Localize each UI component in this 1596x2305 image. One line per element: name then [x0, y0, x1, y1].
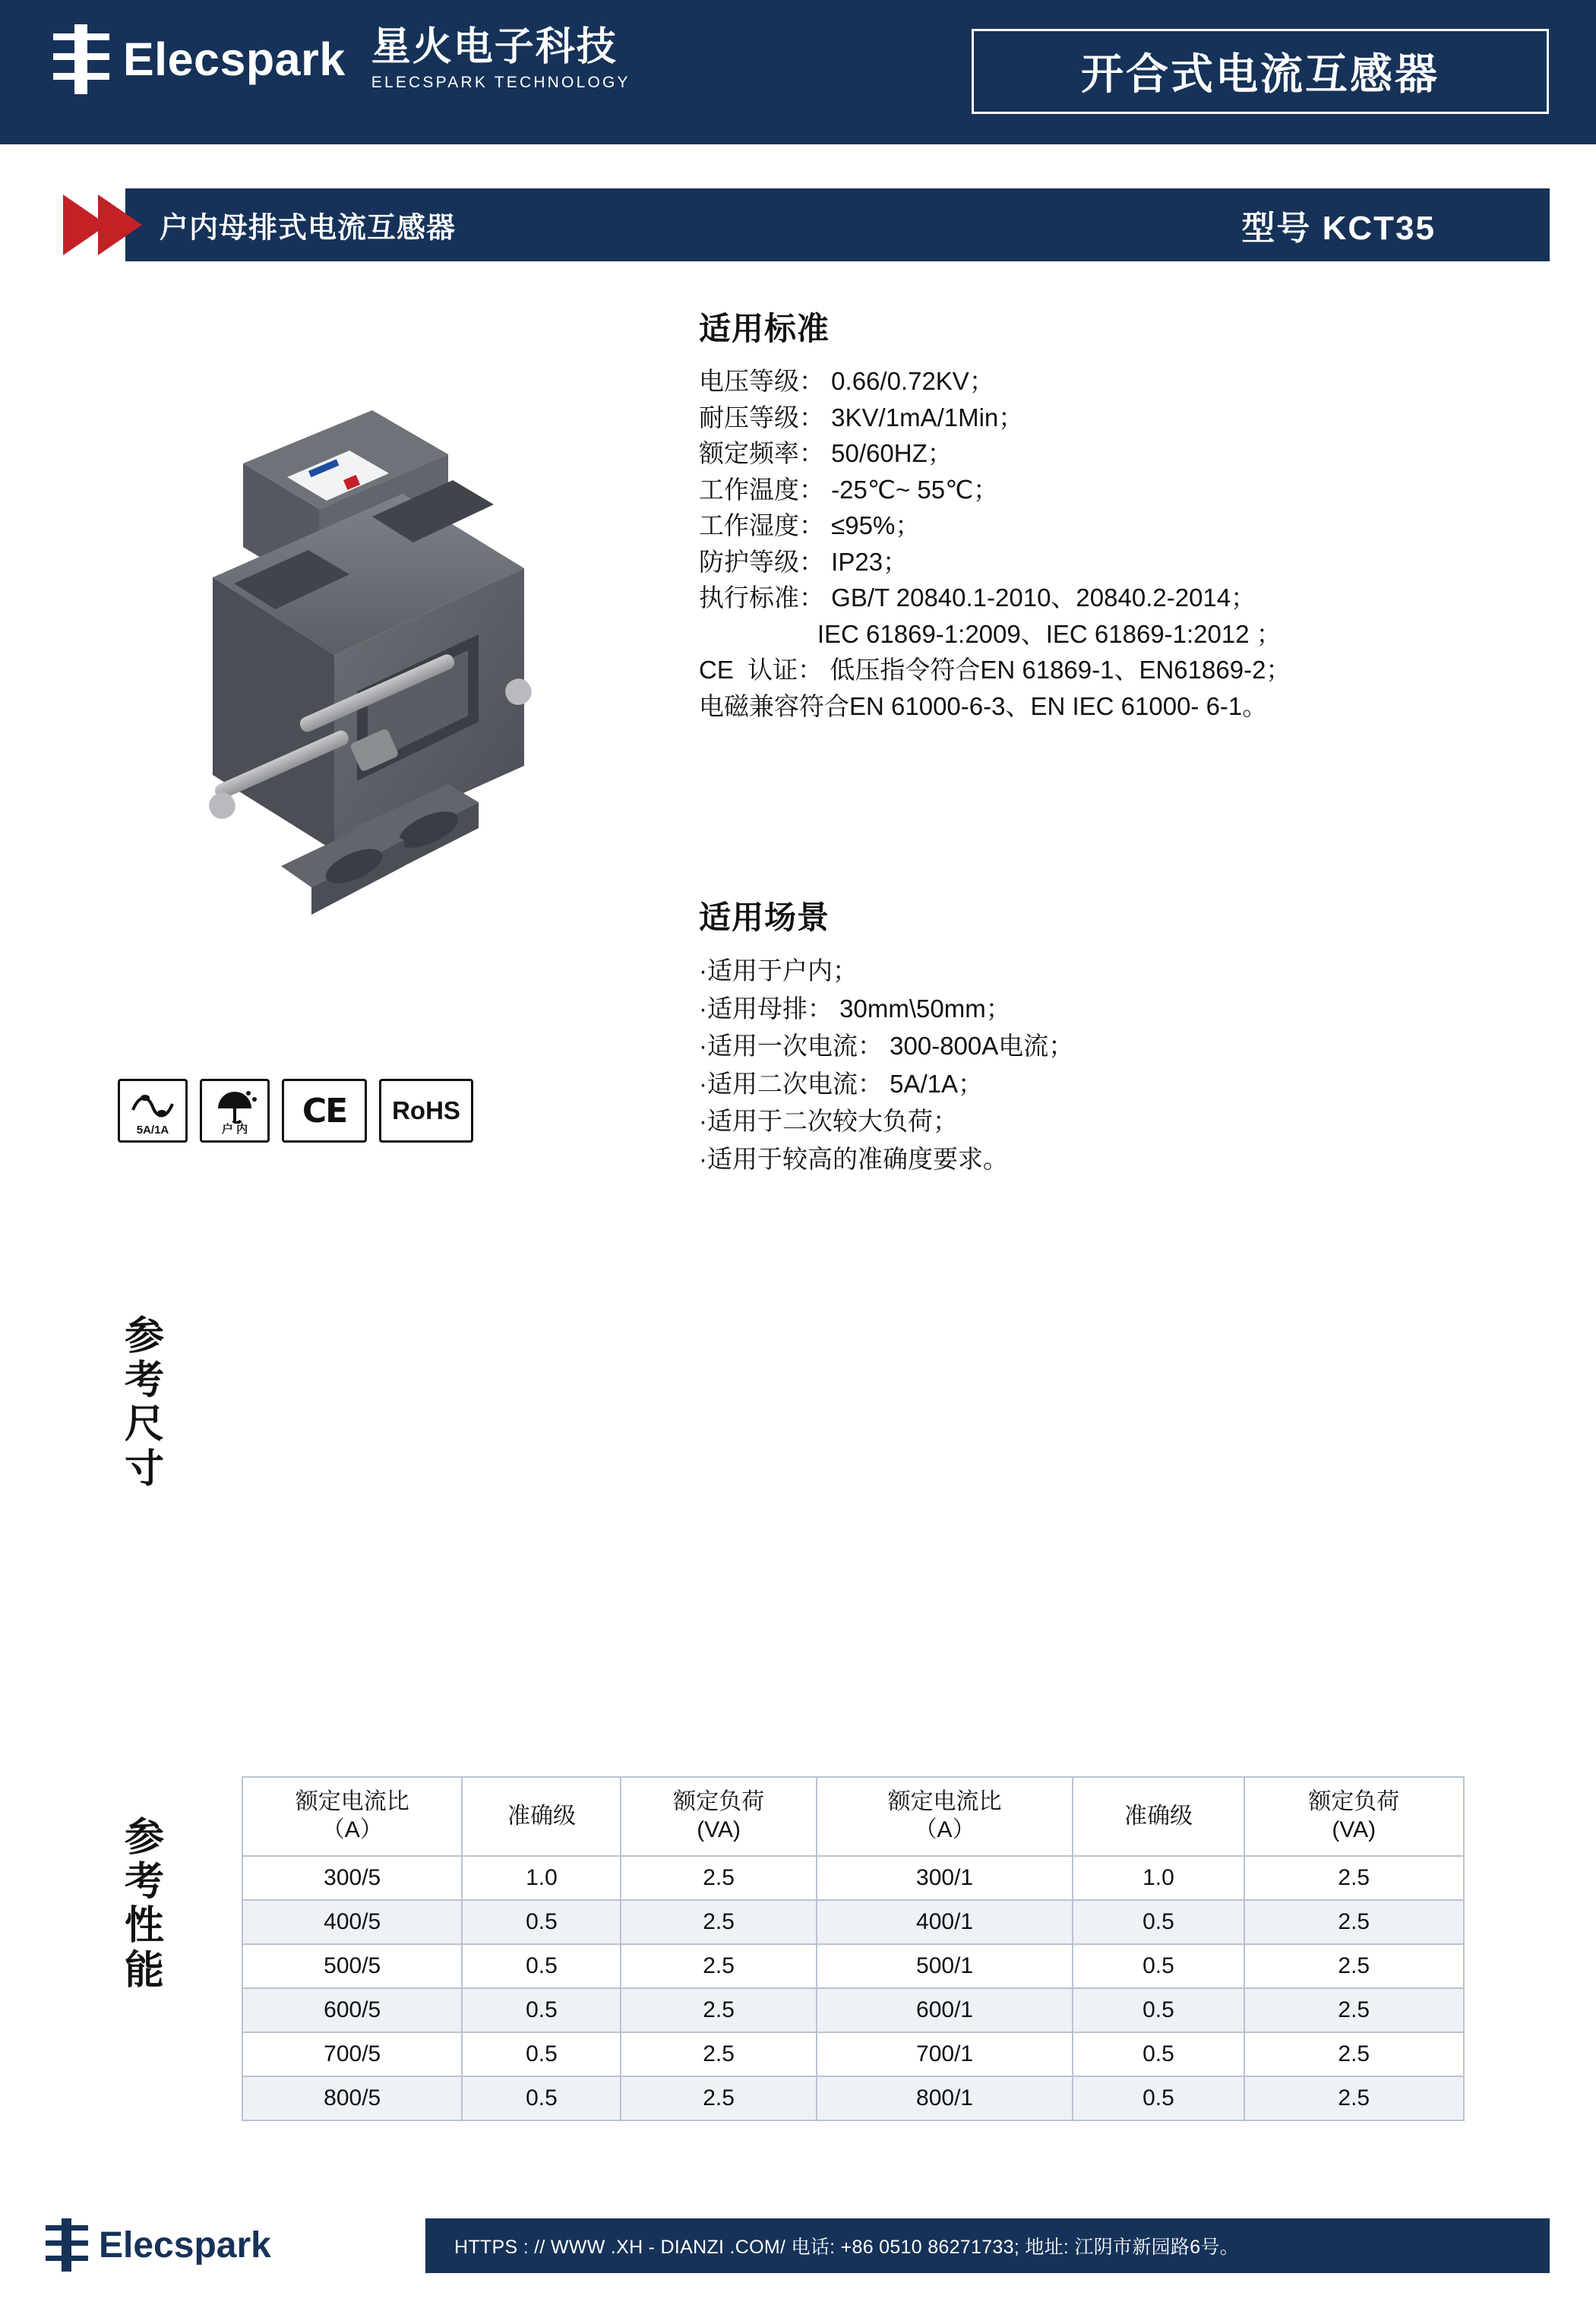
- brand-logo: [53, 24, 630, 94]
- table-cell: 0.5: [462, 2032, 621, 2076]
- table-cell: 2.5: [621, 1900, 816, 1944]
- table-cell: 2.5: [621, 1988, 816, 2032]
- indoor-use-label: 户 内: [221, 1123, 248, 1136]
- standards-line: IEC 61869-1:2009、IEC 61869-1:2012 ；: [699, 619, 1282, 648]
- table-cell: 800/5: [242, 2076, 462, 2120]
- scenes-section: [699, 893, 1550, 1178]
- scene-line: ·适用二次电流： 5A/1A；: [699, 1069, 984, 1098]
- header-badge-label: 开合式电流互感器: [1081, 50, 1440, 98]
- table-cell: 0.5: [462, 2076, 621, 2120]
- brand-name-cn-sub: ELECSPARK TECHNOLOGY: [371, 73, 630, 91]
- product-model: 型号 KCT35: [1241, 210, 1436, 247]
- standards-line: CE 认证： 低压指令符合EN 61869-1、EN61869-2；: [699, 656, 1291, 685]
- table-row: [242, 1944, 1464, 1988]
- table-cell: 0.5: [1073, 2076, 1244, 2120]
- scene-line: ·适用一次电流： 300-800A电流；: [699, 1032, 1074, 1060]
- table-cell: 1.0: [462, 1856, 621, 1900]
- table-cell: 0.5: [462, 1900, 621, 1944]
- scenes-heading: 适用场景: [699, 900, 830, 935]
- header-product-category-badge: [972, 29, 1549, 114]
- standards-line: 电压等级： 0.66/0.72KV；: [699, 367, 994, 395]
- brand-name-en: Elecspark: [123, 33, 346, 85]
- page-header: [0, 0, 1596, 144]
- table-row: [242, 1988, 1464, 2032]
- page-footer: [0, 2203, 1596, 2305]
- table-cell: 0.5: [462, 1988, 621, 2032]
- table-cell: 2.5: [621, 1856, 816, 1900]
- standards-line: 耐压等级： 3KV/1mA/1Min；: [699, 403, 1024, 432]
- double-chevron-icon: [52, 188, 142, 261]
- standards-heading: 适用标准: [699, 311, 830, 346]
- table-header-cell: 额定负荷 (VA): [621, 1777, 816, 1856]
- elecspark-logo-icon: [53, 24, 109, 94]
- table-cell: 0.5: [1073, 1988, 1244, 2032]
- table-cell: 2.5: [1244, 1944, 1464, 1988]
- table-cell: 2.5: [1244, 2032, 1464, 2076]
- performance-table-wrapper: [242, 1776, 1465, 2121]
- table-cell: 2.5: [621, 1944, 816, 1988]
- footer-brand-name: Elecspark: [99, 2224, 271, 2265]
- table-cell: 300/5: [242, 1856, 462, 1900]
- table-cell: 0.5: [462, 1944, 621, 1988]
- footer-brand-logo: [46, 2218, 271, 2272]
- current-ratio-label: 5A/1A: [136, 1124, 169, 1137]
- product-title: 户内母排式电流互感器: [160, 212, 457, 245]
- standards-line: 执行标准： GB/T 20840.1-2010、20840.2-2014；: [699, 583, 1256, 612]
- standards-line: 工作湿度： ≤95%；: [699, 511, 921, 540]
- table-cell: 2.5: [1244, 2076, 1464, 2120]
- standards-line: 额定频率： 50/60HZ；: [699, 439, 953, 468]
- elecspark-logo-icon: [46, 2218, 88, 2272]
- indoor-use-icon: [200, 1079, 270, 1143]
- table-cell: 600/5: [242, 1988, 462, 2032]
- dimension-section-label: 参考尺寸: [124, 1314, 172, 1491]
- table-cell: 700/1: [817, 2032, 1073, 2076]
- scene-line: ·适用于二次较大负荷；: [699, 1107, 958, 1135]
- product-title-bar: [53, 188, 1550, 261]
- footer-contact-text: HTTPS : // WWW .XH - DIANZI .COM/ 电话: +86 0510 86271733; 地址: 江阴市新园路6号。: [454, 2237, 1240, 2258]
- table-row: [242, 1900, 1464, 1944]
- standards-section: [699, 304, 1550, 724]
- table-header-cell: 额定负荷 (VA): [1244, 1777, 1464, 1856]
- scene-line: ·适用于户内；: [699, 956, 858, 985]
- table-cell: 2.5: [621, 2076, 816, 2120]
- table-cell: 0.5: [1073, 1900, 1244, 1944]
- table-cell: 500/5: [242, 1944, 462, 1988]
- current-ratio-icon: [118, 1079, 188, 1143]
- table-cell: 2.5: [1244, 1988, 1464, 2032]
- scene-line: ·适用于较高的准确度要求。: [699, 1144, 1008, 1173]
- table-cell: 700/5: [242, 2032, 462, 2076]
- table-row: [242, 2032, 1464, 2076]
- table-cell: 400/5: [242, 1900, 462, 1944]
- table-header-cell: 准确级: [1073, 1777, 1244, 1856]
- table-header-row: [242, 1777, 1464, 1856]
- ce-mark-icon: CE: [282, 1079, 367, 1143]
- table-header-cell: 额定电流比 （A）: [817, 1777, 1073, 1856]
- standards-line: 工作温度： -25℃~ 55℃；: [699, 475, 999, 504]
- table-cell: 2.5: [1244, 1900, 1464, 1944]
- table-header-cell: 准确级: [462, 1777, 621, 1856]
- certification-icons: [118, 1079, 473, 1143]
- footer-contact-bar: [425, 2218, 1550, 2273]
- scene-line: ·适用母排： 30mm\50mm；: [699, 994, 1011, 1023]
- standards-line: 电磁兼容符合EN 61000-6-3、EN IEC 61000- 6-1。: [699, 691, 1268, 720]
- table-cell: 300/1: [817, 1856, 1073, 1900]
- table-cell: 600/1: [817, 1988, 1073, 2032]
- table-cell: 800/1: [817, 2076, 1073, 2120]
- table-cell: 2.5: [1244, 1856, 1464, 1900]
- rohs-mark-icon: RoHS: [379, 1079, 473, 1143]
- product-photo: [122, 365, 608, 942]
- table-cell: 500/1: [817, 1944, 1073, 1988]
- table-cell: 0.5: [1073, 1944, 1244, 1988]
- table-cell: 400/1: [817, 1900, 1073, 1944]
- table-cell: 1.0: [1073, 1856, 1244, 1900]
- performance-section-label: 参考性能: [124, 1816, 172, 1993]
- table-cell: 2.5: [621, 2032, 816, 2076]
- performance-table: [242, 1776, 1465, 2121]
- table-row: [242, 1856, 1464, 1900]
- brand-name-cn: 星火电子科技: [371, 25, 618, 70]
- standards-line: 防护等级： IP23；: [699, 547, 909, 576]
- table-cell: 0.5: [1073, 2032, 1244, 2076]
- table-header-cell: 额定电流比 （A）: [242, 1777, 462, 1856]
- table-row: [242, 2076, 1464, 2120]
